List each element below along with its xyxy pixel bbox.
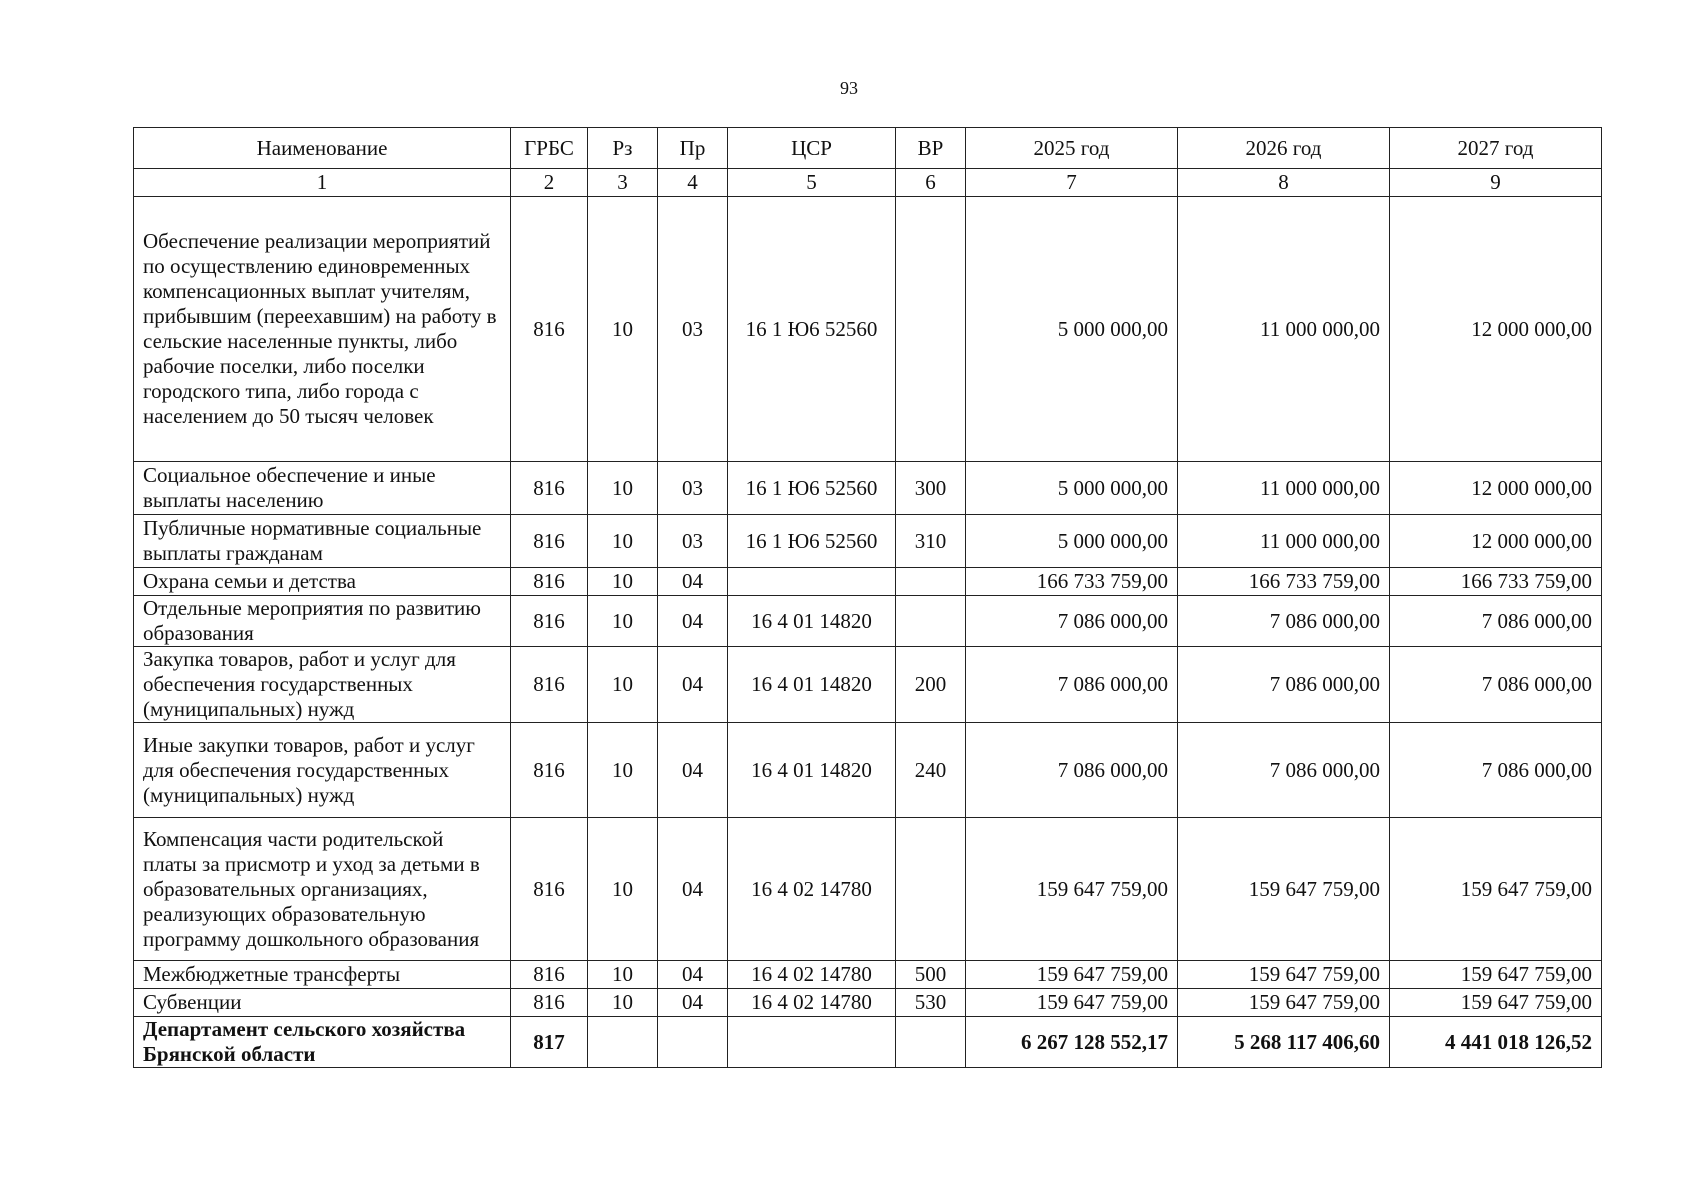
cell-csr — [728, 568, 896, 596]
cell-vr: 300 — [896, 462, 966, 515]
cell-csr: 16 4 01 14820 — [728, 596, 896, 647]
cell-grbs: 816 — [511, 197, 588, 462]
cell-vr — [896, 818, 966, 961]
cell-pr: 04 — [658, 596, 728, 647]
cell-2026: 7 086 000,00 — [1178, 596, 1390, 647]
column-number: 1 — [134, 169, 511, 197]
cell-rz: 10 — [588, 197, 658, 462]
cell-rz: 10 — [588, 596, 658, 647]
cell-2026: 11 000 000,00 — [1178, 515, 1390, 568]
cell-csr — [728, 1017, 896, 1068]
cell-pr: 03 — [658, 515, 728, 568]
cell-2025: 7 086 000,00 — [966, 723, 1178, 818]
table-row — [134, 989, 1602, 1017]
table-row — [134, 568, 1602, 596]
cell-grbs: 816 — [511, 462, 588, 515]
cell-name: Публичные нормативные социальные выплаты гражданам — [134, 515, 511, 568]
cell-2027: 166 733 759,00 — [1390, 568, 1602, 596]
cell-csr: 16 4 02 14780 — [728, 818, 896, 961]
table-row — [134, 515, 1602, 568]
cell-vr: 530 — [896, 989, 966, 1017]
cell-2027: 12 000 000,00 — [1390, 515, 1602, 568]
column-number: 8 — [1178, 169, 1390, 197]
cell-2027: 4 441 018 126,52 — [1390, 1017, 1602, 1068]
column-number: 5 — [728, 169, 896, 197]
cell-rz — [588, 1017, 658, 1068]
cell-vr: 310 — [896, 515, 966, 568]
header-row — [134, 128, 1602, 169]
cell-grbs: 816 — [511, 989, 588, 1017]
cell-name: Обеспечение реализации мероприятий по осуществлению единовременных компенсационных выплат учителям, прибывшим (переехавшим) на работу в сельские населенные пункты, либо рабочие поселки, либо поселки городского типа, либо города с населением до 50 тысяч человек — [134, 197, 511, 462]
cell-rz: 10 — [588, 818, 658, 961]
cell-2026: 166 733 759,00 — [1178, 568, 1390, 596]
cell-2025: 5 000 000,00 — [966, 197, 1178, 462]
header-cell-2026: 2026 год — [1178, 128, 1390, 169]
cell-pr: 04 — [658, 961, 728, 989]
cell-vr — [896, 1017, 966, 1068]
cell-name: Социальное обеспечение и иные выплаты населению — [134, 462, 511, 515]
header-cell-2025: 2025 год — [966, 128, 1178, 169]
cell-2027: 159 647 759,00 — [1390, 961, 1602, 989]
cell-grbs: 816 — [511, 818, 588, 961]
cell-2027: 7 086 000,00 — [1390, 647, 1602, 723]
cell-rz: 10 — [588, 568, 658, 596]
cell-2025: 159 647 759,00 — [966, 961, 1178, 989]
cell-grbs: 816 — [511, 596, 588, 647]
cell-grbs: 816 — [511, 723, 588, 818]
cell-pr: 04 — [658, 723, 728, 818]
cell-pr — [658, 1017, 728, 1068]
cell-grbs: 816 — [511, 647, 588, 723]
cell-csr: 16 4 01 14820 — [728, 647, 896, 723]
table-row — [134, 818, 1602, 961]
header-cell-rz: Рз — [588, 128, 658, 169]
cell-grbs: 816 — [511, 568, 588, 596]
header-cell-name: Наименование — [134, 128, 511, 169]
cell-name: Департамент сельского хозяйства Брянской области — [134, 1017, 511, 1068]
cell-2026: 159 647 759,00 — [1178, 961, 1390, 989]
cell-2027: 7 086 000,00 — [1390, 723, 1602, 818]
cell-2025: 159 647 759,00 — [966, 818, 1178, 961]
table-row — [134, 1017, 1602, 1068]
cell-grbs: 816 — [511, 961, 588, 989]
cell-2027: 7 086 000,00 — [1390, 596, 1602, 647]
cell-name: Охрана семьи и детства — [134, 568, 511, 596]
cell-grbs: 817 — [511, 1017, 588, 1068]
cell-name: Субвенции — [134, 989, 511, 1017]
cell-rz: 10 — [588, 462, 658, 515]
cell-2026: 11 000 000,00 — [1178, 197, 1390, 462]
header-cell-2027: 2027 год — [1390, 128, 1602, 169]
cell-rz: 10 — [588, 989, 658, 1017]
cell-vr — [896, 568, 966, 596]
column-number: 2 — [511, 169, 588, 197]
cell-name: Закупка товаров, работ и услуг для обеспечения государственных (муниципальных) нужд — [134, 647, 511, 723]
cell-rz: 10 — [588, 961, 658, 989]
cell-csr: 16 4 02 14780 — [728, 989, 896, 1017]
column-number: 9 — [1390, 169, 1602, 197]
cell-name: Компенсация части родительской платы за присмотр и уход за детьми в образовательных организациях, реализующих образовательную программу дошкольного образования — [134, 818, 511, 961]
cell-pr: 04 — [658, 818, 728, 961]
cell-name: Иные закупки товаров, работ и услуг для обеспечения государственных (муниципальных) нужд — [134, 723, 511, 818]
cell-pr: 03 — [658, 197, 728, 462]
cell-name: Отдельные мероприятия по развитию образования — [134, 596, 511, 647]
cell-2027: 159 647 759,00 — [1390, 989, 1602, 1017]
column-number-row — [134, 169, 1602, 197]
column-number: 7 — [966, 169, 1178, 197]
column-number: 6 — [896, 169, 966, 197]
cell-csr: 16 4 01 14820 — [728, 723, 896, 818]
table-body — [134, 197, 1602, 1068]
table-row — [134, 197, 1602, 462]
header-cell-vr: ВР — [896, 128, 966, 169]
cell-csr: 16 4 02 14780 — [728, 961, 896, 989]
cell-vr: 500 — [896, 961, 966, 989]
cell-vr — [896, 197, 966, 462]
table-row — [134, 596, 1602, 647]
cell-pr: 03 — [658, 462, 728, 515]
header-cell-grbs: ГРБС — [511, 128, 588, 169]
cell-grbs: 816 — [511, 515, 588, 568]
cell-2026: 7 086 000,00 — [1178, 647, 1390, 723]
column-number: 3 — [588, 169, 658, 197]
table-row — [134, 723, 1602, 818]
cell-pr: 04 — [658, 647, 728, 723]
budget-table — [133, 127, 1602, 1068]
cell-2026: 5 268 117 406,60 — [1178, 1017, 1390, 1068]
cell-rz: 10 — [588, 647, 658, 723]
table-row — [134, 647, 1602, 723]
cell-rz: 10 — [588, 515, 658, 568]
cell-csr: 16 1 Ю6 52560 — [728, 462, 896, 515]
cell-2026: 159 647 759,00 — [1178, 818, 1390, 961]
cell-rz: 10 — [588, 723, 658, 818]
cell-2025: 5 000 000,00 — [966, 462, 1178, 515]
cell-vr: 200 — [896, 647, 966, 723]
cell-vr: 240 — [896, 723, 966, 818]
cell-2025: 6 267 128 552,17 — [966, 1017, 1178, 1068]
cell-2025: 7 086 000,00 — [966, 647, 1178, 723]
cell-vr — [896, 596, 966, 647]
cell-name: Межбюджетные трансферты — [134, 961, 511, 989]
column-number: 4 — [658, 169, 728, 197]
cell-pr: 04 — [658, 989, 728, 1017]
cell-2025: 159 647 759,00 — [966, 989, 1178, 1017]
cell-csr: 16 1 Ю6 52560 — [728, 515, 896, 568]
cell-csr: 16 1 Ю6 52560 — [728, 197, 896, 462]
cell-2025: 5 000 000,00 — [966, 515, 1178, 568]
cell-2027: 12 000 000,00 — [1390, 197, 1602, 462]
header-cell-csr: ЦСР — [728, 128, 896, 169]
cell-2027: 159 647 759,00 — [1390, 818, 1602, 961]
table-row — [134, 961, 1602, 989]
header-cell-pr: Пр — [658, 128, 728, 169]
cell-2026: 7 086 000,00 — [1178, 723, 1390, 818]
cell-pr: 04 — [658, 568, 728, 596]
table-row — [134, 462, 1602, 515]
cell-2027: 12 000 000,00 — [1390, 462, 1602, 515]
page-number: 93 — [840, 78, 858, 98]
cell-2025: 166 733 759,00 — [966, 568, 1178, 596]
cell-2026: 11 000 000,00 — [1178, 462, 1390, 515]
cell-2025: 7 086 000,00 — [966, 596, 1178, 647]
cell-2026: 159 647 759,00 — [1178, 989, 1390, 1017]
